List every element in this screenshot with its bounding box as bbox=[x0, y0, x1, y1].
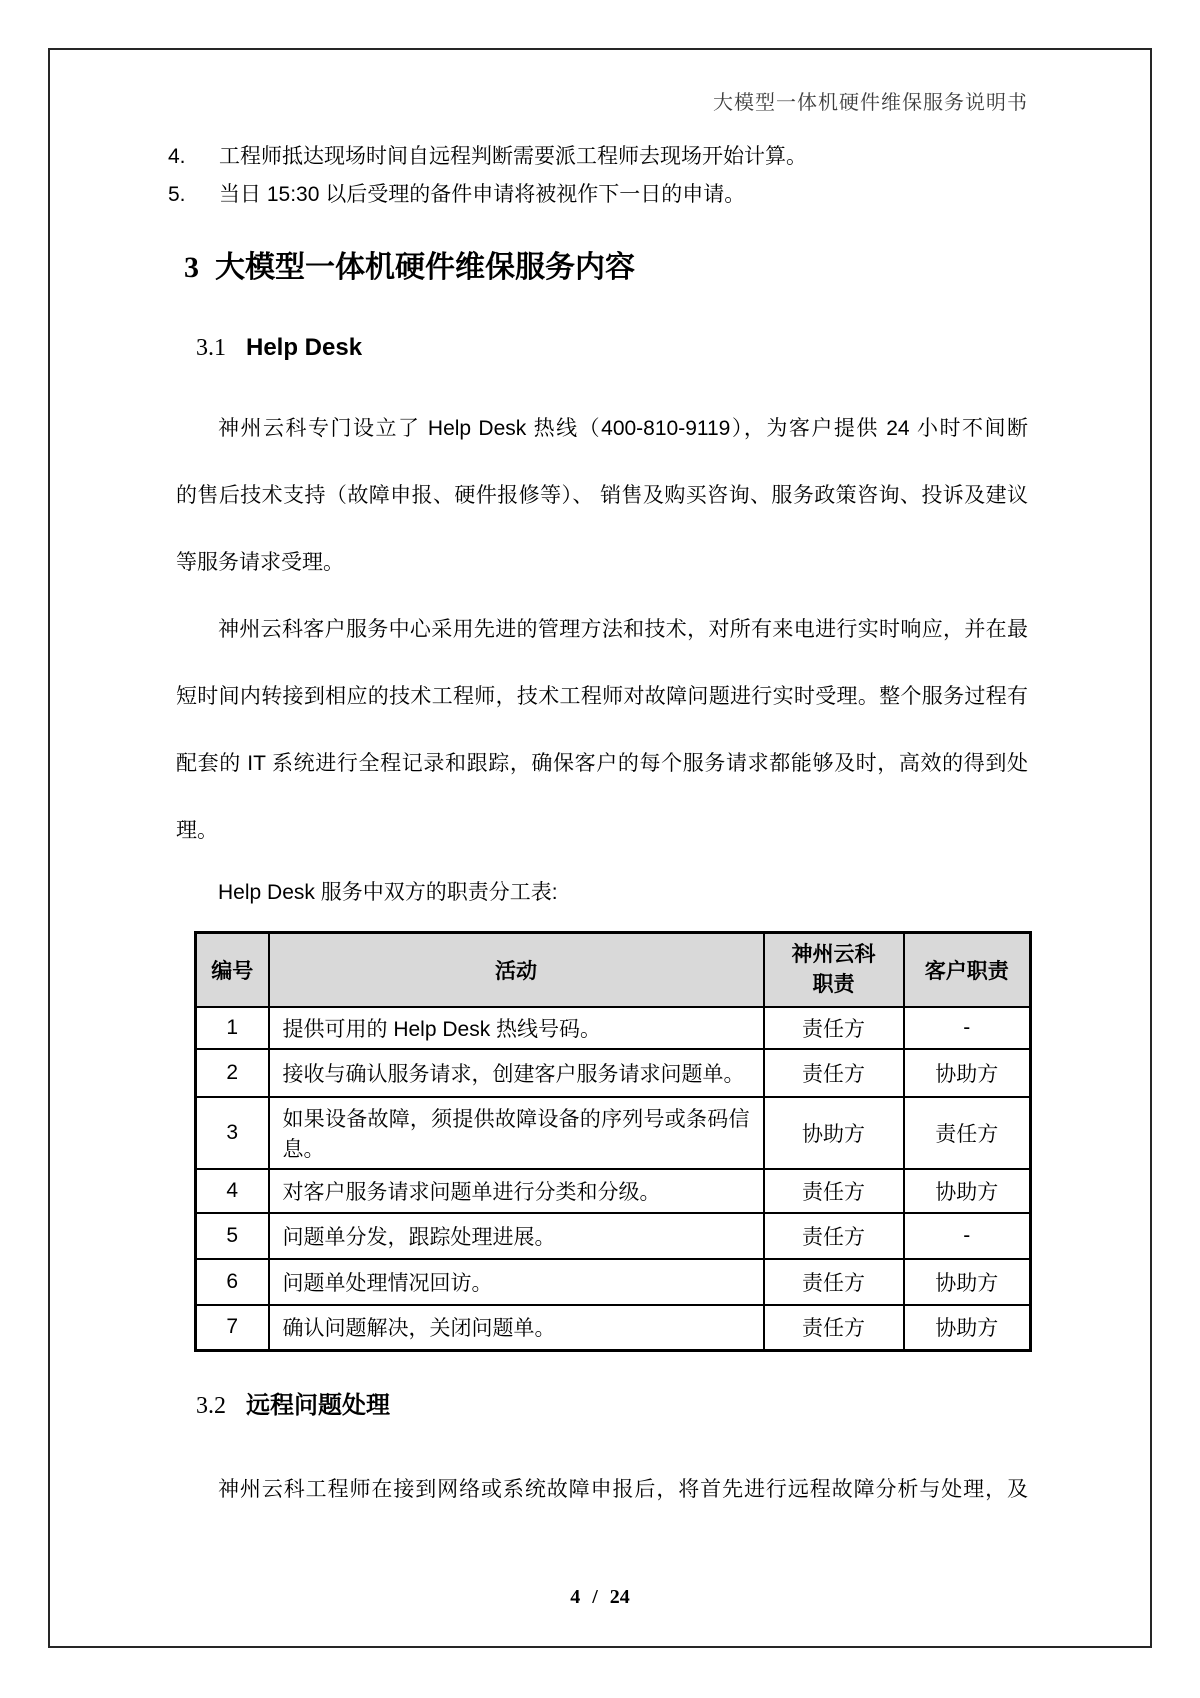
list-item-text: 工程师抵达现场时间自远程判断需要派工程师去现场开始计算。 bbox=[219, 145, 807, 168]
list-item-4 bbox=[168, 143, 1048, 171]
list-item-number: 4. bbox=[168, 145, 186, 168]
cell-activity: 确认问题解决，关闭问题单。 bbox=[269, 1305, 764, 1351]
cell-customer: - bbox=[904, 1213, 1031, 1259]
list-item-5 bbox=[168, 181, 1048, 209]
cell-customer: 协助方 bbox=[904, 1049, 1031, 1097]
cell-customer: 责任方 bbox=[904, 1097, 1031, 1169]
paragraph-line: 的售后技术支持（故障申报、硬件报修等）、 销售及购买咨询、服务政策咨询、投诉及建议 bbox=[176, 484, 1028, 507]
cell-vendor: 责任方 bbox=[764, 1169, 904, 1213]
column-header-activity: 活动 bbox=[269, 933, 764, 1007]
cell-vendor: 责任方 bbox=[764, 1049, 904, 1097]
cell-activity: 问题单分发，跟踪处理进展。 bbox=[269, 1213, 764, 1259]
column-header-vendor-line1: 神州云科 bbox=[791, 942, 876, 966]
helpdesk-paragraphs bbox=[176, 395, 1028, 864]
cell-vendor: 责任方 bbox=[764, 1007, 904, 1049]
subsection-number: 3.1 bbox=[196, 335, 226, 361]
table-row bbox=[196, 1305, 1031, 1351]
running-header: 大模型一体机硬件维保服务说明书 bbox=[713, 92, 1028, 114]
cell-id: 5 bbox=[196, 1213, 269, 1259]
cell-id: 1 bbox=[196, 1007, 269, 1049]
paragraph-line: 神州云科专门设立了 Help Desk 热线（400-810-9119），为客户提供 24 小时不间断 bbox=[218, 417, 1028, 440]
footer-separator: / bbox=[592, 1586, 598, 1608]
cell-customer: 协助方 bbox=[904, 1169, 1031, 1213]
section-heading-3 bbox=[184, 249, 635, 287]
cell-customer: 协助方 bbox=[904, 1259, 1031, 1305]
table-row bbox=[196, 1049, 1031, 1097]
section-number: 3 bbox=[184, 251, 199, 284]
subsection-number: 3.2 bbox=[196, 1393, 226, 1419]
subsection-heading-3-2 bbox=[196, 1391, 390, 1421]
list-item-number: 5. bbox=[168, 183, 186, 206]
cell-id: 2 bbox=[196, 1049, 269, 1097]
cell-id: 7 bbox=[196, 1305, 269, 1351]
cell-vendor: 协助方 bbox=[764, 1097, 904, 1169]
table-intro-text: Help Desk 服务中双方的职责分工表: bbox=[218, 881, 558, 904]
list-item-text: 当日 15:30 以后受理的备件申请将被视作下一日的申请。 bbox=[219, 183, 746, 206]
subsection-title: 远程问题处理 bbox=[246, 1392, 390, 1419]
remote-handling-paragraph: 神州云科工程师在接到网络或系统故障申报后，将首先进行远程故障分析与处理，及 bbox=[218, 1478, 1028, 1501]
footer-page-number: 4 bbox=[570, 1586, 581, 1608]
paragraph-line: 理。 bbox=[176, 819, 218, 842]
cell-activity: 对客户服务请求问题单进行分类和分级。 bbox=[269, 1169, 764, 1213]
cell-id: 6 bbox=[196, 1259, 269, 1305]
paragraph-line: 短时间内转接到相应的技术工程师，技术工程师对故障问题进行实时受理。整个服务过程有 bbox=[176, 685, 1028, 708]
column-header-vendor-line2: 职责 bbox=[812, 972, 855, 996]
cell-activity: 问题单处理情况回访。 bbox=[269, 1259, 764, 1305]
column-header-vendor bbox=[764, 933, 904, 1007]
table-row bbox=[196, 1259, 1031, 1305]
cell-activity: 如果设备故障，须提供故障设备的序列号或条码信息。 bbox=[269, 1097, 764, 1169]
table-row bbox=[196, 1007, 1031, 1049]
cell-activity: 接收与确认服务请求，创建客户服务请求问题单。 bbox=[269, 1049, 764, 1097]
table-header-row bbox=[196, 933, 1031, 1007]
cell-vendor: 责任方 bbox=[764, 1259, 904, 1305]
column-header-id: 编号 bbox=[196, 933, 269, 1007]
cell-id: 3 bbox=[196, 1097, 269, 1169]
cell-id: 4 bbox=[196, 1169, 269, 1213]
table-row bbox=[196, 1169, 1031, 1213]
subsection-title: Help Desk bbox=[246, 334, 363, 361]
paragraph-line: 神州云科客户服务中心采用先进的管理方法和技术，对所有来电进行实时响应，并在最 bbox=[218, 618, 1028, 641]
cell-activity: 提供可用的 Help Desk 热线号码。 bbox=[269, 1007, 764, 1049]
cell-customer: 协助方 bbox=[904, 1305, 1031, 1351]
page-footer bbox=[0, 1586, 1200, 1612]
paragraph-line: 配套的 IT 系统进行全程记录和跟踪，确保客户的每个服务请求都能够及时，高效的得到处 bbox=[176, 752, 1028, 775]
responsibility-table bbox=[194, 931, 1032, 1352]
paragraph-line: 等服务请求受理。 bbox=[176, 551, 344, 574]
table-row bbox=[196, 1213, 1031, 1259]
section-title: 大模型一体机硬件维保服务内容 bbox=[215, 251, 635, 284]
subsection-heading-3-1 bbox=[196, 333, 362, 363]
table-row bbox=[196, 1097, 1031, 1169]
cell-customer: - bbox=[904, 1007, 1031, 1049]
cell-vendor: 责任方 bbox=[764, 1213, 904, 1259]
column-header-customer: 客户职责 bbox=[904, 933, 1031, 1007]
footer-total-pages: 24 bbox=[609, 1586, 630, 1608]
cell-vendor: 责任方 bbox=[764, 1305, 904, 1351]
